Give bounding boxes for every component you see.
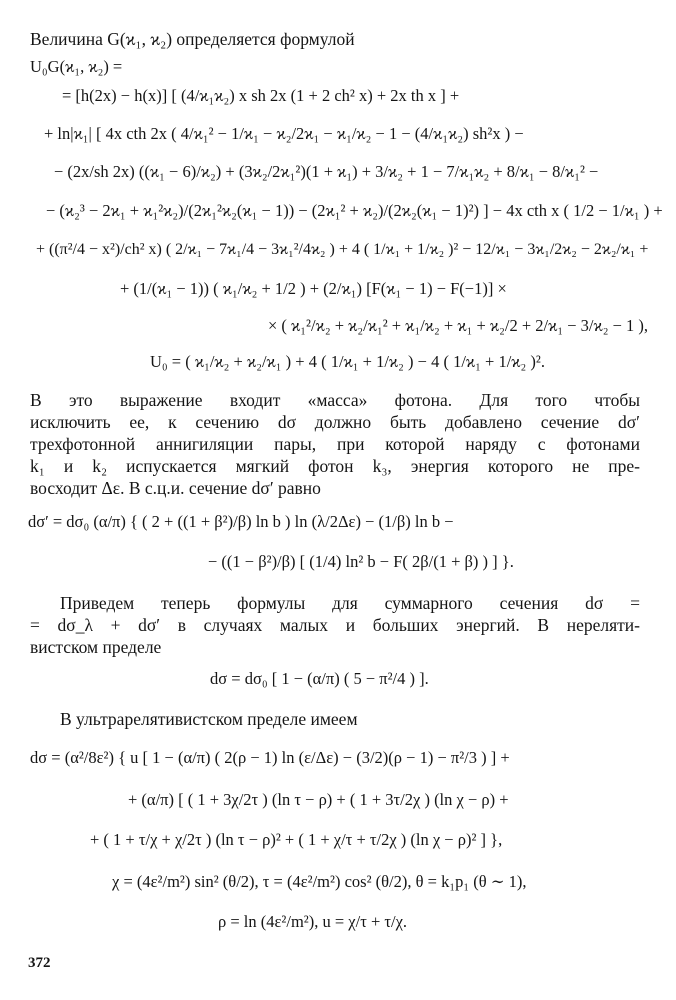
formula-line: + (α/π) [ ( 1 + 3χ/2τ ) (ln τ − ρ) + ( 1 + 3τ/2χ ) (ln χ − ρ) + [128, 790, 509, 809]
formula-line: − ((1 − β²)/β) [ (1/4) ln² b − F( 2β/(1 + β) ) ] }. [208, 552, 514, 571]
formula-line: + (1/(ϰ₁ − 1)) ( ϰ₁/ϰ₂ + 1/2 ) + (2/ϰ₁) [F(ϰ₁ − 1) − F(−1)] × [120, 279, 507, 298]
formula-line: U₀ = ( ϰ₁/ϰ₂ + ϰ₂/ϰ₁ ) + 4 ( 1/ϰ₁ + 1/ϰ₂ ) − 4 ( 1/ϰ₁ + 1/ϰ₂ )². [150, 352, 545, 371]
formula-line: − (ϰ₂³ − 2ϰ₁ + ϰ₁²ϰ₂)/(2ϰ₁²ϰ₂(ϰ₁ − 1)) − (2ϰ₁² + ϰ₂)/(2ϰ₂(ϰ₁ − 1)²) ] − 4x cth x ( 1/2 − 1/ϰ₁ ) + [46, 201, 663, 220]
text-line: вистском пределе [30, 637, 162, 657]
formula-line: × ( ϰ₁²/ϰ₂ + ϰ₂/ϰ₁² + ϰ₁/ϰ₂ + ϰ₁ + ϰ₂/2 + 2/ϰ₁ − 3/ϰ₂ − 1 ), [268, 316, 649, 335]
text-line: = dσ_λ + dσ′ в случаях малых и больших энергий. В нереляти- [30, 615, 640, 635]
formula-line: + ((π²/4 − x²)/ch² x) ( 2/ϰ₁ − 7ϰ₁/4 − 3ϰ₁²/4ϰ₂ ) + 4 ( 1/ϰ₁ + 1/ϰ₂ )² − 12/ϰ₁ − 3ϰ₁/2ϰ₂ − 2ϰ₂/ϰ₁ + [36, 241, 649, 258]
formula-line: − (2x/sh 2x) ((ϰ₁ − 6)/ϰ₂) + (3ϰ₂/2ϰ₁²)(1 + ϰ₁) + 3/ϰ₂ + 1 − 7/ϰ₁ϰ₂ + 8/ϰ₁ − 8/ϰ₁² − [54, 162, 599, 181]
text-line: исключить ее, к сечению dσ должно быть добавлено сечение dσ′ [30, 412, 640, 432]
formula-line: dσ = (α²/8ε²) { u [ 1 − (α/π) ( 2(ρ − 1) ln (ε/Δε) − (3/2)(ρ − 1) − π²/3 ) ] + [30, 748, 510, 767]
text-line: восходит Δε. В с.ц.и. сечение dσ′ равно [30, 478, 321, 498]
text-line: Приведем теперь формулы для суммарного сечения dσ = [60, 593, 640, 613]
formula-line: + ( 1 + τ/χ + χ/2τ ) (ln τ − ρ)² + ( 1 + χ/τ + τ/2χ ) (ln χ − ρ)² ] }, [90, 830, 503, 849]
formula-line: ρ = ln (4ε²/m²), u = χ/τ + τ/χ. [218, 912, 408, 931]
formula-line: χ = (4ε²/m²) sin² (θ/2), τ = (4ε²/m²) cos² (θ/2), θ = k₁p₁ (θ ∼ 1), [112, 872, 527, 891]
text-line: трехфотонной аннигиляции пары, при которой наряду с фотонами [30, 434, 640, 454]
formula-line: + ln|ϰ₁| [ 4x cth 2x ( 4/ϰ₁² − 1/ϰ₁ − ϰ₂/2ϰ₁ − ϰ₁/ϰ₂ − 1 − (4/ϰ₁ϰ₂) sh²x ) − [44, 124, 524, 143]
page-number: 372 [28, 955, 51, 971]
paragraph-ultrarelativistic: В ультрарелятивистском пределе имеем [60, 709, 358, 729]
formula-line: = [h(2x) − h(x)] [ (4/ϰ₁ϰ₂) x sh 2x (1 + 2 ch² x) + 2x th x ] + [62, 86, 460, 105]
formula-nonrelativistic-limit: dσ = dσ₀ [ 1 − (α/π) ( 5 − π²/4 ) ]. [210, 669, 429, 688]
formula-line: U₀G(ϰ₁, ϰ₂) = [30, 57, 123, 76]
text-line: k₁ и k₂ испускается мягкий фотон k₃, энергия которого не пре- [30, 456, 640, 476]
formula-line: dσ′ = dσ₀ (α/π) { ( 2 + ((1 + β²)/β) ln b ) ln (λ/2Δε) − (1/β) ln b − [28, 512, 454, 531]
intro-sentence: Величина G(ϰ₁, ϰ₂) определяется формулой [30, 29, 355, 49]
text-line: В это выражение входит «масса» фотона. Для того чтобы [30, 390, 640, 410]
